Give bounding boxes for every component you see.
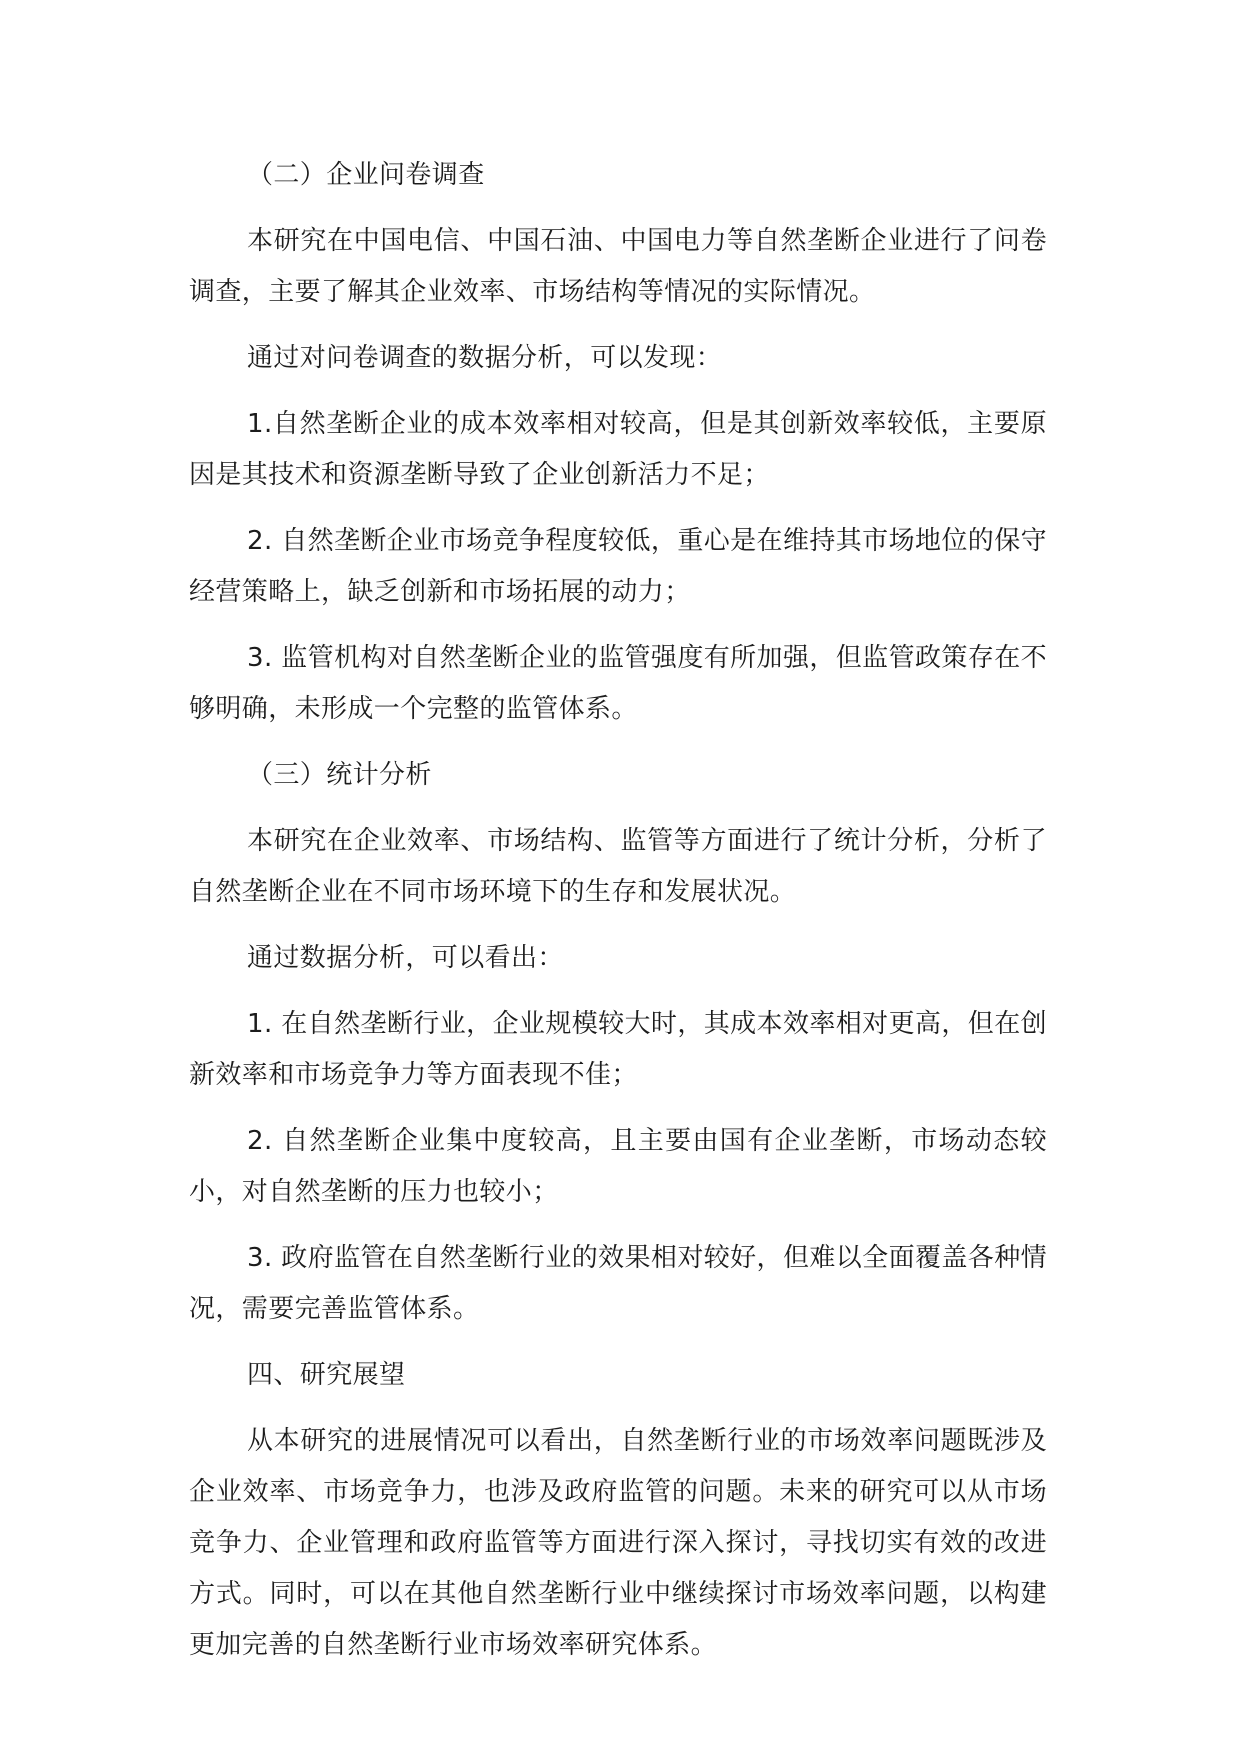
document-page [189,150,1047,1686]
statistics-item-2: 2. 自然垄断企业集中度较高，且主要由国有企业垄断，市场动态较小，对自然垄断的压力也较小； [189,1126,1047,1207]
finding-item-1: 1.自然垄断企业的成本效率相对较高，但是其创新效率较低，主要原因是其技术和资源垄断导致了企业创新活力不足； [189,409,1047,490]
paragraph-outlook: 从本研究的进展情况可以看出，自然垄断行业的市场效率问题既涉及企业效率、市场竞争力，也涉及政府监管的问题。未来的研究可以从市场竞争力、企业管理和政府监管等方面进行深入探讨，寻找切实有效的改进方式。同时，可以在其他自然垄断行业中继续探讨市场效率问题，以构建更加完善的自然垄断行业市场效率研究体系。 [189,1426,1047,1660]
statistics-item-3: 3. 政府监管在自然垄断行业的效果相对较好，但难以全面覆盖各种情况，需要完善监管体系。 [189,1243,1047,1324]
paragraph-statistics-intro: 本研究在企业效率、市场结构、监管等方面进行了统计分析，分析了自然垄断企业在不同市场环境下的生存和发展状况。 [189,826,1047,907]
paragraph-questionnaire-intro: 本研究在中国电信、中国石油、中国电力等自然垄断企业进行了问卷调查，主要了解其企业效率、市场结构等情况的实际情况。 [189,226,1047,307]
paragraph-statistics-findings-lead: 通过数据分析，可以看出： [247,943,564,973]
section-heading-outlook: 四、研究展望 [247,1360,406,1390]
finding-item-3: 3. 监管机构对自然垄断企业的监管强度有所加强，但监管政策存在不够明确，未形成一个完整的监管体系。 [189,643,1047,724]
section-heading-questionnaire: （二）企业问卷调查 [247,160,485,190]
section-heading-statistics: （三）统计分析 [247,760,432,790]
statistics-item-1: 1. 在自然垄断行业，企业规模较大时，其成本效率相对更高，但在创新效率和市场竞争力等方面表现不佳； [189,1009,1047,1090]
paragraph-questionnaire-findings-lead: 通过对问卷调查的数据分析，可以发现： [247,343,723,373]
finding-item-2: 2. 自然垄断企业市场竞争程度较低，重心是在维持其市场地位的保守经营策略上，缺乏创新和市场拓展的动力； [189,526,1047,607]
